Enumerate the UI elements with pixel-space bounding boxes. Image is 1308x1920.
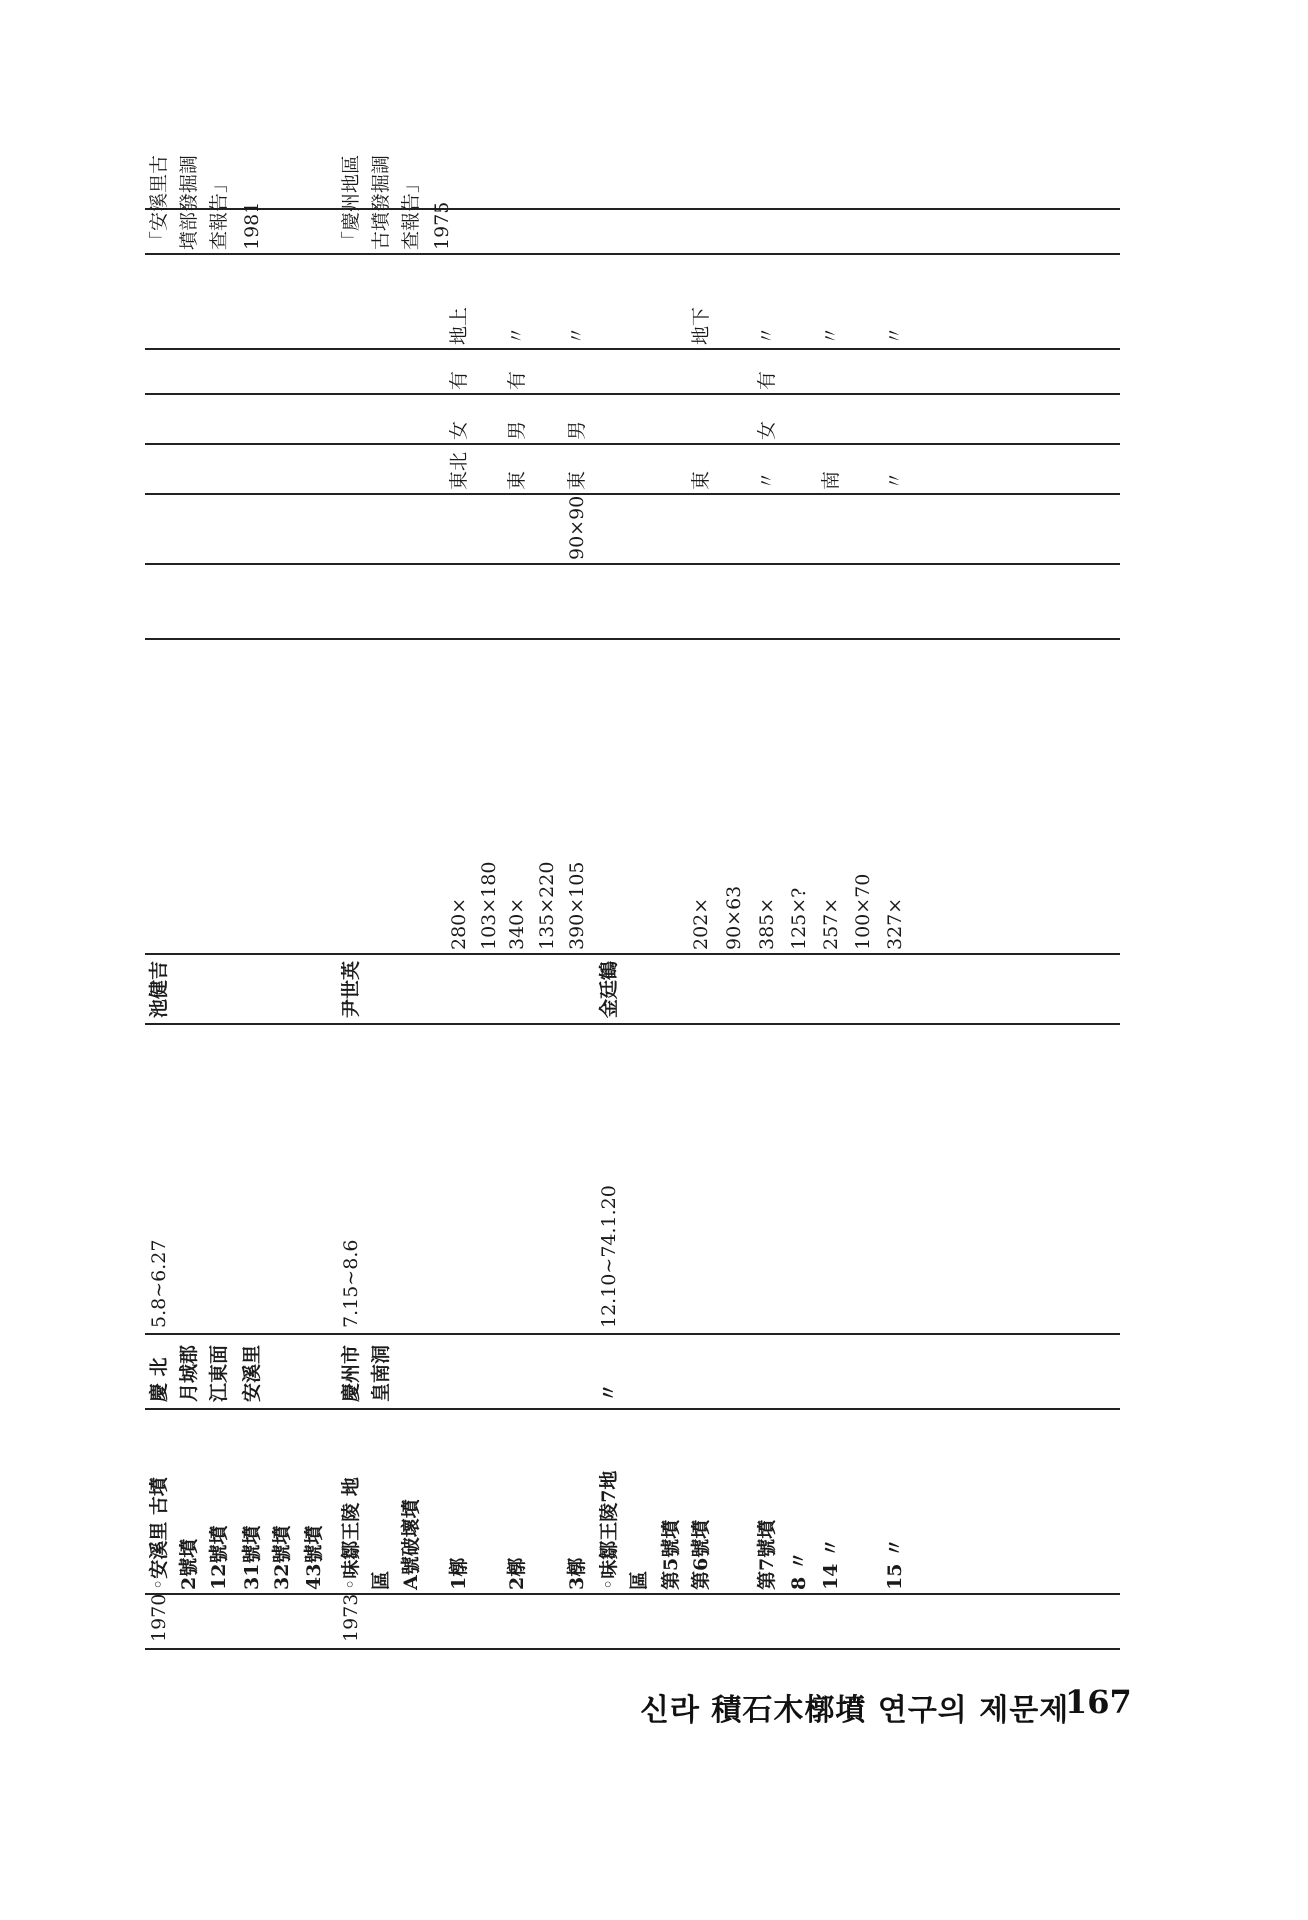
cell-period: 12.10∼74.1.20 xyxy=(598,1185,620,1328)
cell-site: 8 〃 xyxy=(788,1551,810,1590)
column-rule xyxy=(145,348,1120,350)
cell-site: 15 〃 xyxy=(884,1537,906,1590)
cell-location: 月城郡 xyxy=(178,1344,200,1402)
column-rule xyxy=(145,443,1120,445)
cell-site: 31號墳 xyxy=(241,1525,263,1590)
cell-size: 327× xyxy=(884,897,906,950)
cell-report: 古墳發掘調 xyxy=(370,154,392,250)
cell-location: 皇南洞 xyxy=(370,1344,392,1402)
column-rule xyxy=(145,563,1120,565)
cell-direction: 東 xyxy=(506,470,528,490)
cell-size: 125×? xyxy=(788,887,810,950)
cell-direction: 東北 xyxy=(448,451,470,490)
cell-size: 135×220 xyxy=(536,861,558,950)
cell-site: 區 xyxy=(628,1570,650,1590)
rotated-table xyxy=(145,154,1120,1650)
cell-position: 〃 xyxy=(820,325,842,345)
cell-site: 區 xyxy=(370,1570,392,1590)
cell-report: 「安溪里古 xyxy=(148,154,170,250)
cell-position: 〃 xyxy=(506,325,528,345)
cell-extra: 90×90 xyxy=(566,495,588,560)
cell-site: ◦味鄒王陵7地 xyxy=(598,1470,620,1590)
cell-year: 1973 xyxy=(340,1593,362,1642)
cell-report: 查報告」 xyxy=(400,173,422,250)
cell-direction: 東 xyxy=(566,470,588,490)
cell-report: 1981 xyxy=(241,201,263,250)
cell-site: 32號墳 xyxy=(271,1525,293,1590)
cell-ring: 有 xyxy=(506,370,528,390)
cell-report: 1975 xyxy=(431,201,453,250)
cell-sex: 男 xyxy=(506,420,528,440)
cell-size: 100×70 xyxy=(852,873,874,950)
cell-site: 12號墳 xyxy=(208,1525,230,1590)
cell-size: 340× xyxy=(506,897,528,950)
column-rule xyxy=(145,1023,1120,1025)
cell-size: 385× xyxy=(756,897,778,950)
cell-ring: 有 xyxy=(448,370,470,390)
cell-site: 43號墳 xyxy=(303,1525,325,1590)
cell-location: 安溪里 xyxy=(241,1344,263,1402)
cell-site: 2槨 xyxy=(506,1557,528,1590)
cell-site: 第6號墳 xyxy=(690,1519,712,1590)
cell-position: 〃 xyxy=(756,325,778,345)
cell-location: 慶 北 xyxy=(148,1357,170,1402)
cell-size: 103×180 xyxy=(478,861,500,950)
cell-sex: 男 xyxy=(566,420,588,440)
cell-site: 第5號墳 xyxy=(660,1519,682,1590)
cell-investigator: 金廷鶴 xyxy=(598,960,620,1018)
cell-period: 5.8∼6.27 xyxy=(148,1239,170,1328)
cell-size: 202× xyxy=(690,897,712,950)
cell-investigator: 池健吉 xyxy=(148,960,170,1018)
cell-size: 90×63 xyxy=(723,885,745,950)
cell-location: 〃 xyxy=(598,1382,620,1402)
cell-report: 查報告」 xyxy=(208,173,230,250)
column-rule xyxy=(145,1593,1120,1595)
column-rule xyxy=(145,1648,1120,1650)
cell-position: 〃 xyxy=(884,325,906,345)
cell-ring: 有 xyxy=(756,370,778,390)
cell-site: ◦安溪里 古墳 xyxy=(148,1477,170,1590)
cell-size: 257× xyxy=(820,897,842,950)
running-footer-title: 신라 積石木槨墳 연구의 제문제 xyxy=(640,1693,1070,1728)
cell-period: 7.15∼8.6 xyxy=(340,1239,362,1328)
cell-position: 地上 xyxy=(448,306,470,345)
cell-site: A號破壞墳 xyxy=(400,1499,422,1590)
column-rule xyxy=(145,253,1120,255)
cell-site: 3槨 xyxy=(566,1557,588,1590)
cell-direction: 〃 xyxy=(884,470,906,490)
cell-sex: 女 xyxy=(756,420,778,440)
cell-direction: 〃 xyxy=(756,470,778,490)
column-rule xyxy=(145,953,1120,955)
column-rule xyxy=(145,208,1120,210)
cell-sex: 女 xyxy=(448,420,470,440)
column-rule xyxy=(145,1333,1120,1335)
cell-site: 第7號墳 xyxy=(756,1519,778,1590)
cell-size: 390×105 xyxy=(566,861,588,950)
cell-direction: 東 xyxy=(690,470,712,490)
cell-site: 14 〃 xyxy=(820,1537,842,1590)
column-rule xyxy=(145,393,1120,395)
cell-investigator: 尹世英 xyxy=(340,960,362,1018)
cell-size: 280× xyxy=(448,897,470,950)
cell-direction: 南 xyxy=(820,470,842,490)
cell-site: ◦味鄒王陵 地 xyxy=(340,1477,362,1590)
column-rule xyxy=(145,493,1120,495)
cell-position: 地下 xyxy=(690,306,712,345)
page-number: 167 xyxy=(1065,1683,1132,1721)
cell-site: 2號墳 xyxy=(178,1538,200,1590)
column-rule xyxy=(145,1408,1120,1410)
cell-report: 墳部發掘調 xyxy=(178,154,200,250)
cell-report: 「慶州地區 xyxy=(340,154,362,250)
cell-location: 江東面 xyxy=(208,1344,230,1402)
column-rule xyxy=(145,638,1120,640)
cell-year: 1970 xyxy=(148,1593,170,1642)
cell-location: 慶州市 xyxy=(340,1344,362,1402)
cell-site: 1槨 xyxy=(448,1557,470,1590)
cell-position: 〃 xyxy=(566,325,588,345)
